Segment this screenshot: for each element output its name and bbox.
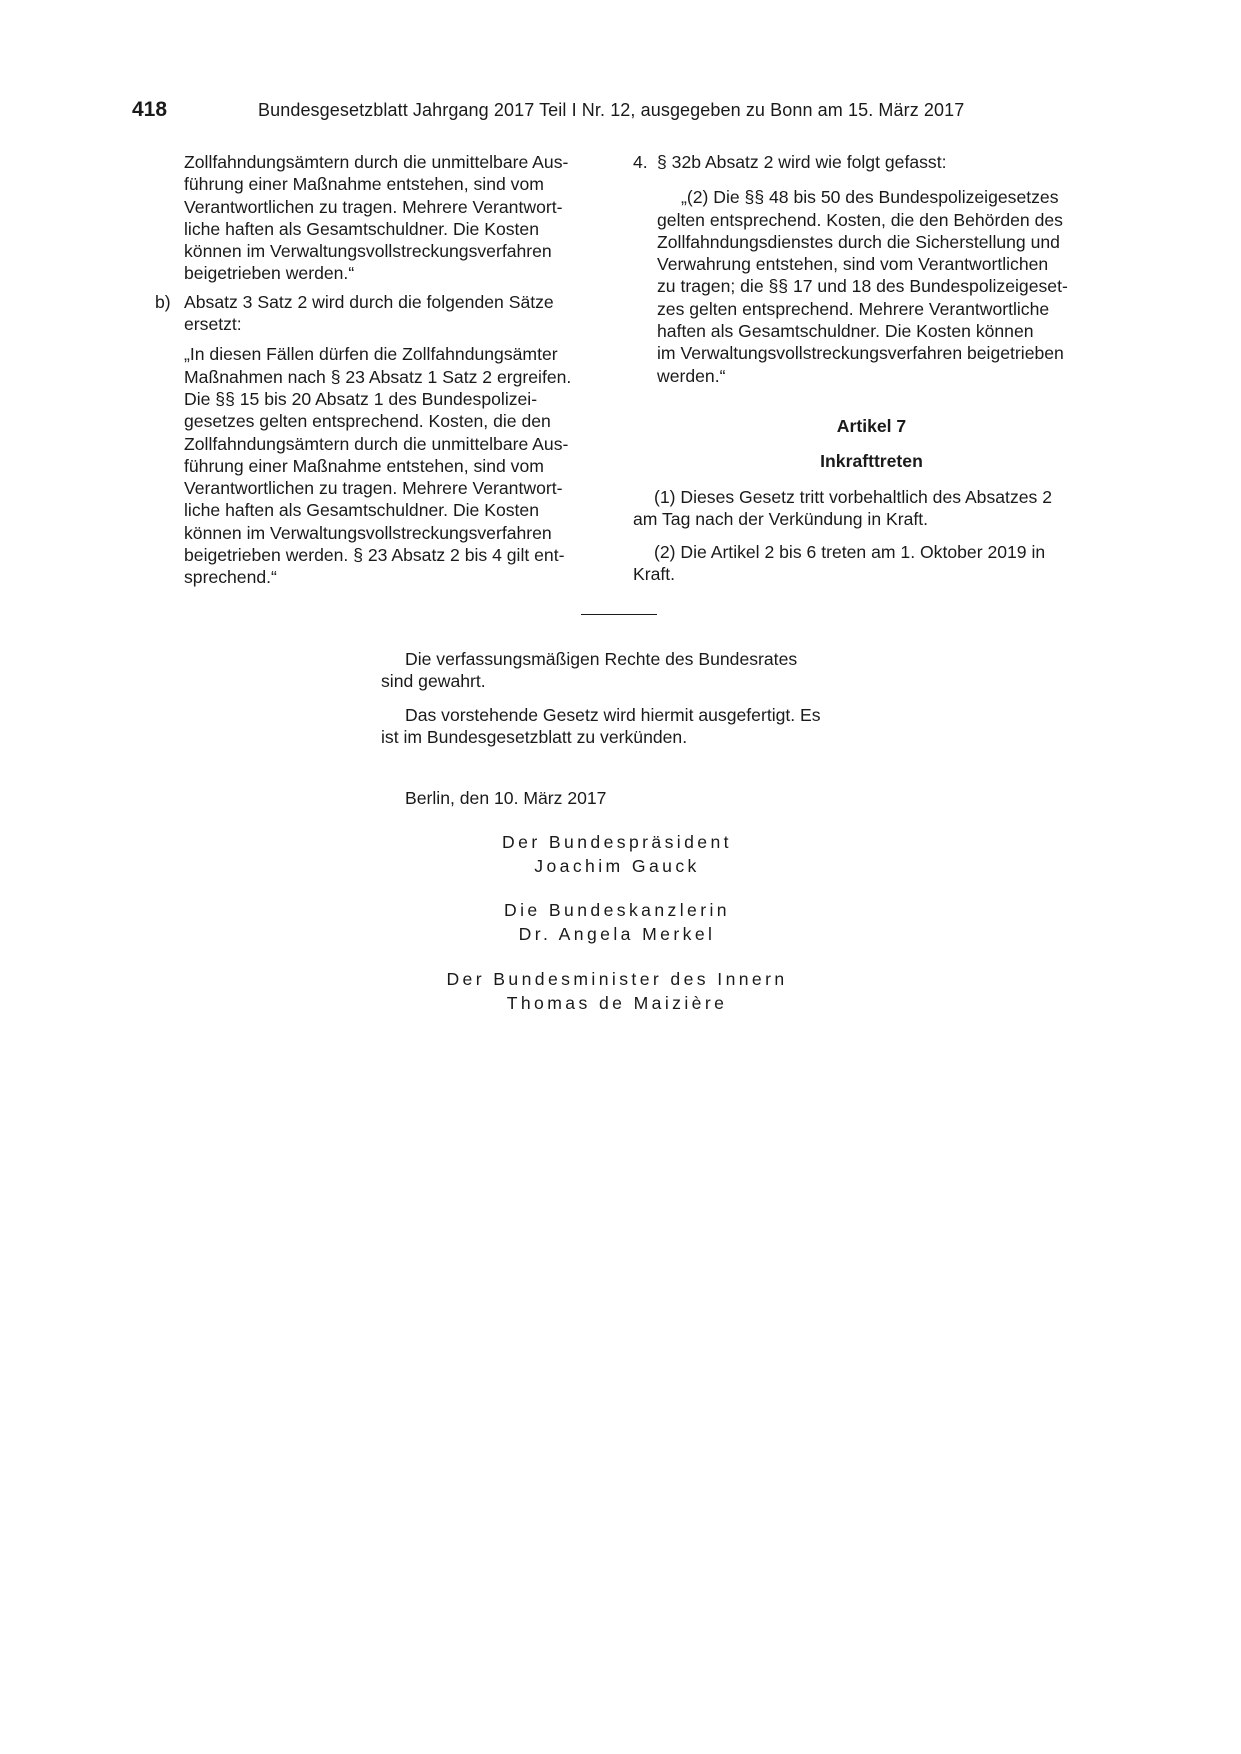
text-line: Die verfassungsmäßigen Rechte des Bundesrates xyxy=(405,649,798,669)
continued-quote xyxy=(184,151,607,285)
closing-paragraph-2 xyxy=(381,704,853,749)
text-line: „In diesen Fällen dürfen die Zollfahndungsämter xyxy=(184,344,558,365)
text-line: zu tragen; die §§ 17 und 18 des Bundespolizeigeset- xyxy=(657,276,1068,297)
signature-block-interior-minister xyxy=(381,968,853,1015)
text-line: § 32b Absatz 2 wird wie folgt gefasst: xyxy=(657,152,947,172)
text-line: im Verwaltungsvollstreckungsverfahren beigetrieben xyxy=(657,343,1064,364)
text-line: Zollfahndungsdienstes durch die Sicherstellung und xyxy=(657,231,1060,252)
signatory-office: Der Bundespräsident xyxy=(502,832,732,852)
text-line: (1) Dieses Gesetz tritt vorbehaltlich des Absatzes 2 xyxy=(654,486,1052,507)
list-item-b xyxy=(155,291,607,336)
text-line: liche haften als Gesamtschuldner. Die Kosten xyxy=(184,500,540,521)
list-item-4 xyxy=(633,151,1110,173)
list-label: 4. xyxy=(633,152,648,172)
text-line: ersetzt: xyxy=(184,314,242,335)
text-line: gesetzes gelten entsprechend. Kosten, die den xyxy=(184,411,551,432)
section-divider xyxy=(581,614,657,615)
text-line: sind gewahrt. xyxy=(381,671,486,692)
text-line: beigetrieben werden. § 23 Absatz 2 bis 4 gilt ent- xyxy=(184,545,565,566)
text-line: Zollfahndungsämtern durch die unmittelbare Aus- xyxy=(184,433,569,454)
article-paragraph-1 xyxy=(633,486,1110,531)
list-item-body xyxy=(184,291,607,336)
article-paragraph-2 xyxy=(633,541,1110,586)
text-line: Verwahrung entstehen, sind vom Verantwortlichen xyxy=(657,254,1049,275)
page-number: 418 xyxy=(132,98,168,121)
quoted-new-paragraph xyxy=(657,186,1110,387)
text-line: Maßnahmen nach § 23 Absatz 1 Satz 2 ergreifen. xyxy=(184,366,572,387)
list-label: b) xyxy=(155,291,171,312)
text-line: Die §§ 15 bis 20 Absatz 1 des Bundespolizei- xyxy=(184,388,538,409)
text-line: „(2) Die §§ 48 bis 50 des Bundespolizeigesetzes xyxy=(681,187,1059,208)
text-line: ist im Bundesgesetzblatt zu verkünden. xyxy=(381,726,688,747)
text-line: zes gelten entsprechend. Mehrere Verantwortliche xyxy=(657,298,1050,319)
article-number: Artikel 7 xyxy=(836,415,907,436)
signature-block-president xyxy=(381,831,853,878)
text-line: werden.“ xyxy=(657,365,726,386)
text-line: Kraft. xyxy=(633,564,676,585)
signatory-office: Der Bundesminister des Innern xyxy=(446,969,788,989)
text-line: (2) Die Artikel 2 bis 6 treten am 1. Oktober 2019 in xyxy=(654,542,1046,563)
running-header: Bundesgesetzblatt Jahrgang 2017 Teil I Nr. 12, ausgegeben zu Bonn am 15. März 2017 xyxy=(258,100,965,120)
signatory-name: Thomas de Maizière xyxy=(506,992,728,1013)
closing-formula xyxy=(381,648,853,748)
place-and-date: Berlin, den 10. März 2017 xyxy=(405,788,607,808)
text-line: können im Verwaltungsvollstreckungsverfahren xyxy=(184,241,552,262)
signature-block-chancellor xyxy=(381,899,853,946)
text-line: Verantwortlichen zu tragen. Mehrere Verantwort- xyxy=(184,478,563,499)
text-line: liche haften als Gesamtschuldner. Die Kosten xyxy=(184,218,540,239)
text-line: beigetrieben werden.“ xyxy=(184,263,355,284)
text-line: können im Verwaltungsvollstreckungsverfahren xyxy=(184,522,552,543)
text-line: Das vorstehende Gesetz wird hiermit ausgefertigt. Es xyxy=(405,704,821,725)
text-line: Zollfahndungsämtern durch die unmittelbare Aus- xyxy=(184,152,569,172)
signatory-name: Joachim Gauck xyxy=(534,855,700,876)
signatory-office: Die Bundeskanzlerin xyxy=(504,900,730,920)
text-line: am Tag nach der Verkündung in Kraft. xyxy=(633,508,929,529)
text-line: haften als Gesamtschuldner. Die Kosten können xyxy=(657,321,1034,342)
text-line: gelten entsprechend. Kosten, die den Behörden des xyxy=(657,209,1063,230)
text-line: Verantwortlichen zu tragen. Mehrere Verantwort- xyxy=(184,196,563,217)
text-line: führung einer Maßnahme entstehen, sind vom xyxy=(184,455,544,476)
closing-paragraph-1 xyxy=(381,648,853,693)
quoted-replacement-text xyxy=(184,343,607,588)
right-column xyxy=(633,151,1110,586)
text-line: Absatz 3 Satz 2 wird durch die folgenden Sätze xyxy=(184,291,554,312)
article-heading: Inkrafttreten xyxy=(820,451,923,472)
text-line: sprechend.“ xyxy=(184,567,277,588)
left-column xyxy=(155,151,607,589)
text-line: führung einer Maßnahme entstehen, sind vom xyxy=(184,174,544,195)
signatory-name: Dr. Angela Merkel xyxy=(518,923,716,944)
